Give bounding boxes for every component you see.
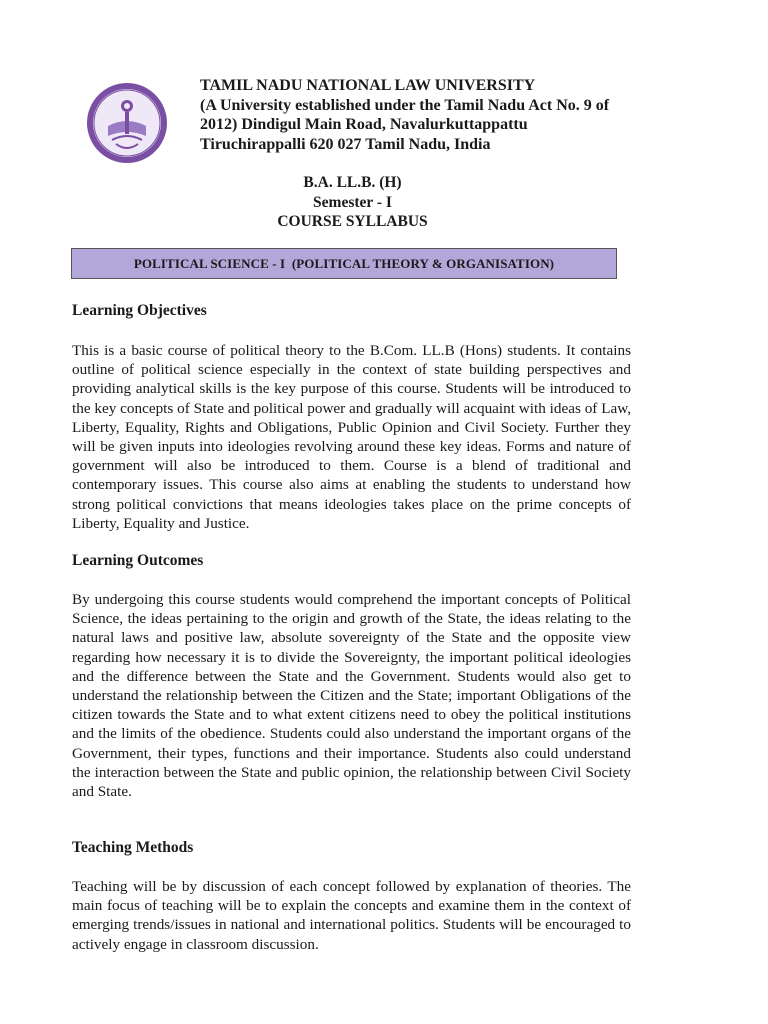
- university-logo: [86, 82, 168, 164]
- section-body-objectives: This is a basic course of political theory to the B.Com. LL.B (Hons) students. It contains outline of political science especially in the context of state building perspectives and providing analytical skills is the key purpose of this course. Students will be introduced to the key concepts of State and political power and gradually will acquaint with ideas of Law, Liberty, Equality, Rights and Obligations, Public Opinion and Civil Society. Further they will be given inputs into ideologies revolving around these key ideas. Forms and nature of government will also be introduced to them. Course is a blend of traditional and contemporary issues. This course also aims at enabling the students to understand how strong political convictions that means ideologies takes place on the prime concepts of Liberty, Equality and Justice.: [72, 342, 631, 532]
- course-heading: [200, 173, 505, 232]
- program-name: B.A. LL.B. (H): [303, 174, 402, 191]
- course-title: POLITICAL SCIENCE - I (POLITICAL THEORY & ORGANISATION): [133, 255, 555, 271]
- semester-label: Semester - I: [313, 193, 392, 211]
- course-title-box: [71, 248, 617, 279]
- address-line-1: (A University established under the Tamil Nadu Act No. 9 of: [200, 96, 610, 114]
- section-body-outcomes: By undergoing this course students would comprehend the important concepts of Political Science, the ideas pertaining to the origin and growth of the State, the ideas relating to the natural laws and positive law, absolute sovereignty of the State and the opposite view regarding how necessary it is to divide the Sovereignty, the important political ideologies and the difference between the State and the Government. Students would also get to understand the relationship between the Citizen and the State; important Obligations of the citizen towards the State and to what extent citizens need to obey the political institutions and the limits of the obedience. Students could also understand the important organs of the Government, their types, functions and their importance. Students also could understand the interaction between the State and public opinion, the relationship between Civil Society and State.: [72, 591, 631, 801]
- section-heading-objectives: Learning Objectives: [72, 302, 207, 319]
- section-body-teaching: Teaching will be by discussion of each concept followed by explanation of theories. The main focus of teaching will be to explain the concepts and examine them in the context of emerging trends/issues in national and international politics. Students will be encouraged to actively engage in classroom discussion.: [72, 878, 631, 953]
- document-type: COURSE SYLLABUS: [277, 213, 428, 230]
- address-line-3: Tiruchirappalli 620 027 Tamil Nadu, India: [200, 135, 491, 153]
- section-heading-teaching: Teaching Methods: [72, 839, 194, 856]
- section-heading-outcomes: Learning Outcomes: [72, 552, 204, 569]
- address-line-2: 2012) Dindigul Main Road, Navalurkuttappattu: [200, 116, 528, 133]
- university-name: TAMIL NADU NATIONAL LAW UNIVERSITY: [200, 77, 536, 94]
- university-header: [200, 76, 680, 154]
